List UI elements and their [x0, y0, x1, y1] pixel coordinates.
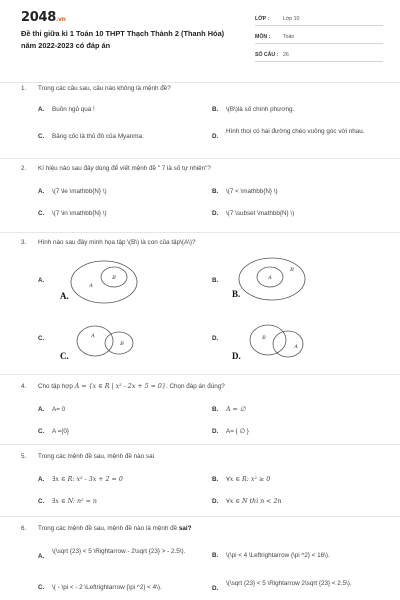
option-letter: A. — [38, 188, 45, 195]
question-text-bold: sai? — [178, 525, 192, 532]
logo-suffix: .vn — [55, 16, 66, 23]
option-letter: D. — [212, 133, 219, 140]
option-letter: A. — [38, 106, 45, 113]
option-letter: D. — [212, 498, 219, 505]
meta-key: LỚP : — [255, 15, 270, 22]
question-text: Trong các mệnh đề sau, mệnh đề nào sai — [38, 453, 154, 460]
option-text: Buồn ngủ quá ! — [52, 106, 95, 113]
option-a[interactable] — [38, 547, 206, 569]
option-letter: B. — [212, 406, 219, 413]
option-text: \(\sqrt {23} < 5 \Rightarrow 2\sqrt {23} < 2.5\). — [226, 580, 352, 587]
option-text: \( - \pi < - 2 \Leftrightarrow {\pi ^2} < 4\). — [52, 584, 162, 591]
set-a-label: A — [268, 275, 272, 281]
option-letter: C. — [38, 335, 45, 342]
question-text: Hình nào sau đây minh họa tập \(B\) là con của tập\(A\)? — [38, 239, 196, 246]
question-text-pre: Trong các mệnh đề sau, mệnh đề nào là mệnh đề — [38, 525, 179, 532]
option-letter: B. — [212, 552, 219, 559]
question-text — [38, 383, 225, 390]
question-3 — [0, 232, 400, 374]
option-letter: A. — [38, 277, 45, 284]
option-text: ∀x ∈ N thì n < 2n — [226, 498, 282, 505]
venn-diagram-b — [228, 255, 318, 303]
question-text: Trong các câu sau, câu nào không là mệnh đề? — [38, 85, 171, 92]
option-text: \(7 < \mathbb{N} \) — [226, 188, 278, 195]
option-letter: C. — [38, 584, 45, 591]
option-letter: B. — [212, 476, 219, 483]
question-number: 3. — [21, 239, 27, 246]
option-text: A ={0} — [52, 428, 69, 435]
meta-row-class — [255, 12, 383, 26]
option-letter: B. — [212, 106, 219, 113]
option-text: A= { ∅ } — [226, 428, 249, 435]
question-1 — [0, 82, 400, 158]
option-letter: C. — [38, 498, 45, 505]
set-a-label: A — [294, 344, 298, 350]
option-text: \(7 \le \mathbb{N} \) — [52, 188, 107, 195]
set-b-label: B — [112, 275, 116, 281]
option-d[interactable] — [212, 579, 382, 600]
option-letter: D. — [212, 585, 219, 592]
logo-text: 2048 — [21, 10, 56, 25]
question-number: 6. — [21, 525, 27, 532]
option-letter: D. — [212, 335, 219, 342]
question-number: 5. — [21, 453, 27, 460]
option-text: Hình thoi có hai đường chéo vuông góc với nhau. — [226, 128, 365, 135]
meta-row-subject — [255, 30, 383, 44]
option-letter: C. — [38, 428, 45, 435]
option-letter: D. — [212, 210, 219, 217]
option-letter: B. — [212, 277, 219, 284]
meta-key: SỐ CÂU : — [255, 51, 279, 58]
option-text: A= 0 — [52, 406, 66, 413]
option-letter: D. — [212, 428, 219, 435]
exam-header — [0, 0, 400, 82]
option-letter: A. — [38, 553, 45, 560]
meta-value: 26 — [283, 51, 289, 58]
set-a-label: A — [89, 283, 93, 289]
option-d[interactable] — [212, 127, 382, 149]
question-text-post: . Chọn đáp án đúng? — [165, 383, 225, 390]
set-b-label: B — [120, 341, 124, 347]
option-text: A = ∅ — [226, 406, 246, 413]
question-6 — [0, 516, 400, 600]
set-b-label: B — [290, 267, 294, 273]
venn-diagram-a — [60, 257, 150, 305]
option-caption: A. — [60, 291, 69, 301]
exam-meta — [255, 12, 383, 66]
meta-value: Toán — [283, 33, 295, 40]
option-text: \(7 \in \mathbb{N} \) — [52, 210, 107, 217]
question-4 — [0, 374, 400, 444]
question-number: 1. — [21, 85, 27, 92]
question-text-math: A = {x ∈ R | x² - 2x + 5 = 0} — [74, 383, 166, 390]
question-number: 4. — [21, 383, 27, 390]
question-2 — [0, 158, 400, 232]
meta-row-count — [255, 48, 383, 62]
option-text: \(B\)là số chính phương. — [226, 106, 295, 113]
option-text: ∃x ∈ N: n² = n — [52, 498, 97, 505]
question-number: 2. — [21, 165, 27, 172]
question-text-pre: Cho tập hợp — [38, 383, 73, 390]
option-caption: D. — [232, 351, 241, 361]
option-caption: B. — [232, 289, 241, 299]
question-text — [38, 525, 191, 532]
option-letter: B. — [212, 188, 219, 195]
option-letter: A. — [38, 476, 45, 483]
exam-title: Đề thi giữa kì 1 Toán 10 THPT Thạch Thành 2 (Thanh Hóa) năm 2022-2023 có đáp án — [21, 29, 225, 50]
option-text: \(\sqrt {23} < 5 \Rightarrow - 2\sqrt {23} > - 2.5\). — [52, 548, 186, 555]
option-letter: A. — [38, 406, 45, 413]
option-text: \(7 \subset \mathbb{N} \) — [226, 210, 295, 217]
meta-key: MÔN : — [255, 33, 271, 40]
option-text: ∃x ∈ R: x² - 3x + 2 = 0 — [52, 476, 123, 483]
option-letter: C. — [38, 210, 45, 217]
set-b-label: B — [262, 335, 266, 341]
site-logo[interactable] — [21, 10, 66, 25]
venn-diagram-d — [238, 319, 328, 367]
set-a-label: A — [91, 333, 95, 339]
option-caption: C. — [60, 351, 69, 361]
option-text: \(\pi < 4 \Leftrightarrow {\pi ^2} < 16\). — [226, 552, 330, 559]
option-text: ∀x ∈ R: x² ≥ 0 — [226, 476, 271, 483]
option-letter: C. — [38, 133, 45, 140]
question-text: Kí hiệu nào sau đây dùng để viết mệnh đề " 7 là số tự nhiên"? — [38, 165, 211, 172]
option-text: Băng cốc là thủ đô của Myanma. — [52, 133, 144, 140]
meta-value: Lớp 10 — [283, 15, 300, 22]
question-5 — [0, 444, 400, 516]
